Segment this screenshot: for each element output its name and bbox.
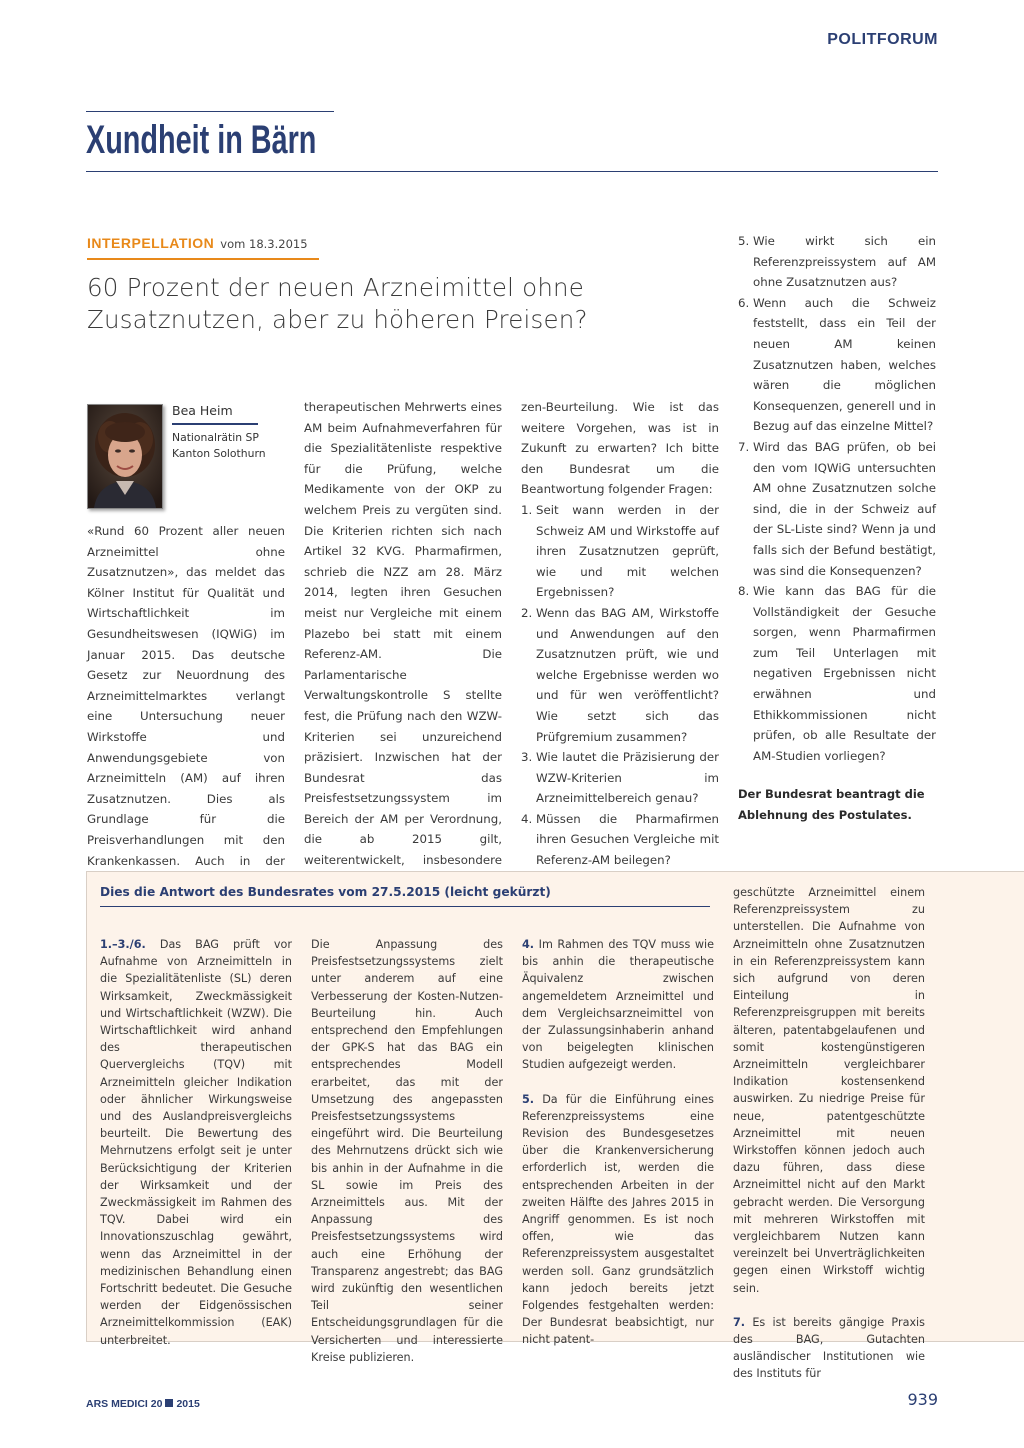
council-recommendation-line: Der Bundesrat beantragt die [738, 787, 925, 802]
author-rule [172, 423, 258, 425]
question-item [521, 603, 719, 747]
paragraph [522, 936, 714, 1074]
answer-text: Da für die Einführung eines Referenzpreissystems eine Revision des Bundesgesetzes über die Krankenversicherung erforderlich ist, werden die entsprechenden Arbeiten in der zweiten Hälfte des Jahres 2015 in Angriff genommen. Es ist noch offen, wie das Referenzpreissystem ausgestaltet werden soll. Ganz grundsätzlich kann jedoch bereits jetzt Folgendes festgehalten werden: Der Bundesrat beabsichtigt, nur nicht patent- [522, 1092, 714, 1347]
paragraph [522, 1091, 714, 1349]
answer-column-3 [522, 936, 714, 1349]
answer-text: Es ist bereits gängige Praxis des BAG, Gutachten ausländischer Institutionen wie des Instituts für [733, 1315, 925, 1381]
paragraph: Die Anpassung des Preisfestsetzungssystems zielt unter anderem auf eine Verbesserung der Kosten-Nutzen-Beurteilung hin. Auch entsprechend den Empfehlungen der GPK-S hat das BAG ein entsprechendes Modell erarbeitet, das mit der Umsetzung des angepassten Preisfestsetzungssystems eingeführt wird. Die Beurteilung des Mehrnutzens drückt sich wie bis anhin in der Aufnahme in die SL sowie im Preis des Arzneimittels aus. Mit der Anpassung des Preisfestsetzungssystems wird auch eine Erhöhung der Transparenz angestrebt; das BAG wird zukünftig den wesentlichen Teil seiner Entscheidungsgrundlagen für die Versicherten und interessierte Kreise publizieren. [311, 938, 503, 1364]
answer-label: 4. [522, 938, 535, 951]
answer-text: Im Rahmen des TQV muss wie bis anhin die therapeutische Äquivalenz zwischen angemeldetem Arzneimittel und dem Vergleichsarzneimittel von der Zulassungsinhaberin anhand von beigelegten klinischen Studien aufgezeigt werden. [522, 938, 714, 1072]
answer-column-1 [100, 936, 292, 1349]
article-column-4 [738, 231, 936, 826]
section-label: POLITFORUM [827, 31, 938, 48]
paragraph: «Rund 60 Prozent aller neuen Arzneimittel ohne Zusatznutzen», das meldet das Kölner Institut für Qualität und Wirtschaftlichkeit im Gesundheitswesen (IQWiG) im Januar 2015. Das deutsche Gesetz zur Neuordnung des Arzneimittelmarktes verlangt eine Untersuchung neuer Wirkstoffe und Anwendungsgebiete von Arzneimitteln (AM) auf ihren Zusatznutzen. Dies als Grundlage für die Preisverhandlungen mit den Krankenkassen. Auch in der [87, 524, 285, 868]
question-text: Seit wann werden in der Schweiz AM und Wirkstoffe auf ihren Zusatznutzen geprüft, wie und mit welchen Ergebnissen? [536, 502, 719, 600]
article-column-3 [521, 397, 719, 871]
headline-line: Zusatznutzen, aber zu höheren Preisen? [87, 305, 588, 334]
council-recommendation [738, 784, 936, 825]
question-item [738, 581, 936, 766]
question-number: 1. [521, 502, 533, 517]
question-text: Wenn auch die Schweiz feststellt, dass ein Teil der neuen AM keinen Zusatznutzen haben, welches wären die möglichen Konsequenzen, generell und in Bezug auf das einzelne Mittel? [753, 295, 936, 434]
author-photo [87, 404, 163, 509]
page-number: 939 [907, 1390, 938, 1409]
question-item [738, 437, 936, 581]
article-headline [87, 272, 687, 336]
question-number: 2. [521, 605, 533, 620]
kicker-date: vom 18.3.2015 [220, 237, 308, 251]
page-title: Xundheit in Bärn [86, 118, 317, 162]
answer-text: Das BAG prüft vor Aufnahme von Arzneimitteln in die Spezialitätenliste (SL) deren Wirksamkeit, Zweckmässigkeit und Wirtschaftlichkeit (WZW). Die Wirtschaftlichkeit wird anhand des therapeutischen Quervergleichs (TQV) mit Arzneimitteln gleicher Indikation oder ähnlicher Wirkungsweise und des Auslandpreisvergleichs beurteilt. Die Bewertung des Mehrnutzens erfolgt seit je unter Berücksichtigung der Kriterien der Wirksamkeit und der Zweckmässigkeit im Rahmen des TQV. Dabei wird ein Innovationszuschlag gewährt, wenn das Arzneimittel in der medizinischen Behandlung einen Fortschritt bedeutet. Die Gesuche werden der Eidgenössischen Arzneimittelkommission (EAK) unterbreitet. [100, 938, 292, 1347]
council-recommendation-line: Ablehnung des Postulates. [738, 808, 912, 823]
answer-column-2 [311, 936, 503, 1366]
question-number: 4. [521, 811, 533, 826]
paragraph: zen-Beurteilung. Wie ist das weitere Vorgehen, was ist in Zukunft zu erwarten? Ich bitte den Bundesrat um die Beantwortung folgender Fragen: [521, 400, 719, 497]
kicker-label: INTERPELLATION [87, 235, 215, 251]
question-list [521, 500, 719, 871]
kicker-rule [87, 258, 319, 260]
answer-label: 7. [733, 1315, 746, 1329]
footer-magazine [86, 1398, 200, 1410]
author-role-line: Nationalrätin SP [172, 431, 259, 444]
question-number: 8. [738, 584, 750, 599]
question-number: 7. [738, 439, 750, 454]
square-icon [165, 1399, 173, 1407]
question-text: Wie kann das BAG für die Vollständigkeit der Gesuche sorgen, wenn Pharmafirmen zum Teil Unterlagen mit negativen Ergebnissen nicht erwähnen und Ethikkommissionen nicht prüfen, ob alle Resultate der AM-Studien vorliegen? [753, 584, 936, 763]
answer-column-4 [733, 884, 925, 1383]
answer-box-rule [100, 906, 710, 907]
magazine-year: 2015 [176, 1398, 200, 1410]
question-text: Wenn das BAG AM, Wirkstoffe und Anwendungen auf den Zusatznutzen prüft, wie und welche Ergebnisse werden wo und für wen veröffentlicht? Wie setzt sich das Prüfgremium zusammen? [536, 605, 719, 744]
question-number: 5. [738, 234, 750, 248]
paragraph [733, 1314, 925, 1383]
question-text: Wie lautet die Präzisierung der WZW-Kriterien im Arzneimittelbereich genau? [536, 750, 719, 806]
question-text: Wird das BAG prüfen, ob bei den vom IQWiG untersuchten AM ohne Zusatznutzen solche sind, die in der Schweiz auf der SL-Liste sind? Wenn ja und falls sich der Befund bestätigt, was sind die Konsequenzen? [753, 439, 936, 578]
answer-box-title: Dies die Antwort des Bundesrates vom 27.5.2015 (leicht gekürzt) [100, 885, 551, 899]
question-item [738, 293, 936, 437]
author-role [172, 430, 266, 462]
title-divider [86, 171, 938, 172]
paragraph [100, 936, 292, 1349]
title-rule [86, 111, 334, 112]
question-item [738, 231, 936, 293]
magazine-name: ARS MEDICI 20 [86, 1398, 163, 1410]
headline-line: 60 Prozent der neuen Arzneimittel ohne [87, 273, 585, 302]
question-item [521, 747, 719, 809]
author-name: Bea Heim [172, 403, 233, 418]
author-role-line: Kanton Solothurn [172, 447, 266, 460]
question-number: 3. [521, 750, 533, 765]
question-list [738, 231, 936, 766]
answer-label: 1.–3./6. [100, 938, 146, 951]
paragraph: geschützte Arzneimittel einem Referenzpreissystem zu unterstellen. Die Aufnahme von Arzneimitteln ohne Zusatznutzen in ein Referenzpreissystem kann sich aufgrund von deren Einteilung in Referenzpreisgruppen mit bereits älteren, patentabgelaufenen und somit kostengünstigeren Arzneimitteln vergleichbarer Indikation kostensenkend auswirken. Zu niedrige Preise für neue, patentgeschützte Arzneimittel mit neuen Wirkstoffen können jedoch auch dazu führen, dass diese Arzneimittel nicht auf den Markt gebracht werden. Die Versorgung mit mehreren Wirkstoffen mit vergleichbarem Nutzen kann vereinzelt bei Unverträglichkeiten gegen einen Wirkstoff wichtig sein. [733, 886, 925, 1295]
question-item [521, 809, 719, 871]
article-column-1 [87, 521, 285, 912]
question-text: Wie wirkt sich ein Referenzpreissystem auf AM ohne Zusatznutzen aus? [753, 234, 936, 290]
question-text: Müssen die Pharmafirmen ihren Gesuchen Vergleiche mit Referenz-AM beilegen? [536, 811, 719, 868]
kicker [87, 233, 308, 252]
paragraph: therapeutischen Mehrwerts eines AM beim Aufnahmeverfahren für die Spezialitätenliste respektive für die Prüfung, welche Medikamente von der OKP zu welchem Preis zu vergüten sind. Die Kriterien richten sich nach Artikel 32 KVG. Pharmafirmen, schrieb die NZZ am 28. März 2014, legten ihren Gesuchen meist nur Vergleiche mit einem Plazebo bei statt mit einem Referenz-AM. Die Parlamentarische Verwaltungskontrolle S stellte fest, die Prüfung nach den WZW-Kriterien sei unzureichend präzisiert. Inzwischen hat der Bundesrat das Preisfestsetzungssystem im Bereich der AM per Verordnung, die ab 2015 gilt, weiterentwickelt, insbesondere [304, 400, 502, 868]
article-column-2 [304, 397, 502, 891]
question-item [521, 500, 719, 603]
question-number: 6. [738, 295, 750, 310]
answer-label: 5. [522, 1092, 535, 1106]
